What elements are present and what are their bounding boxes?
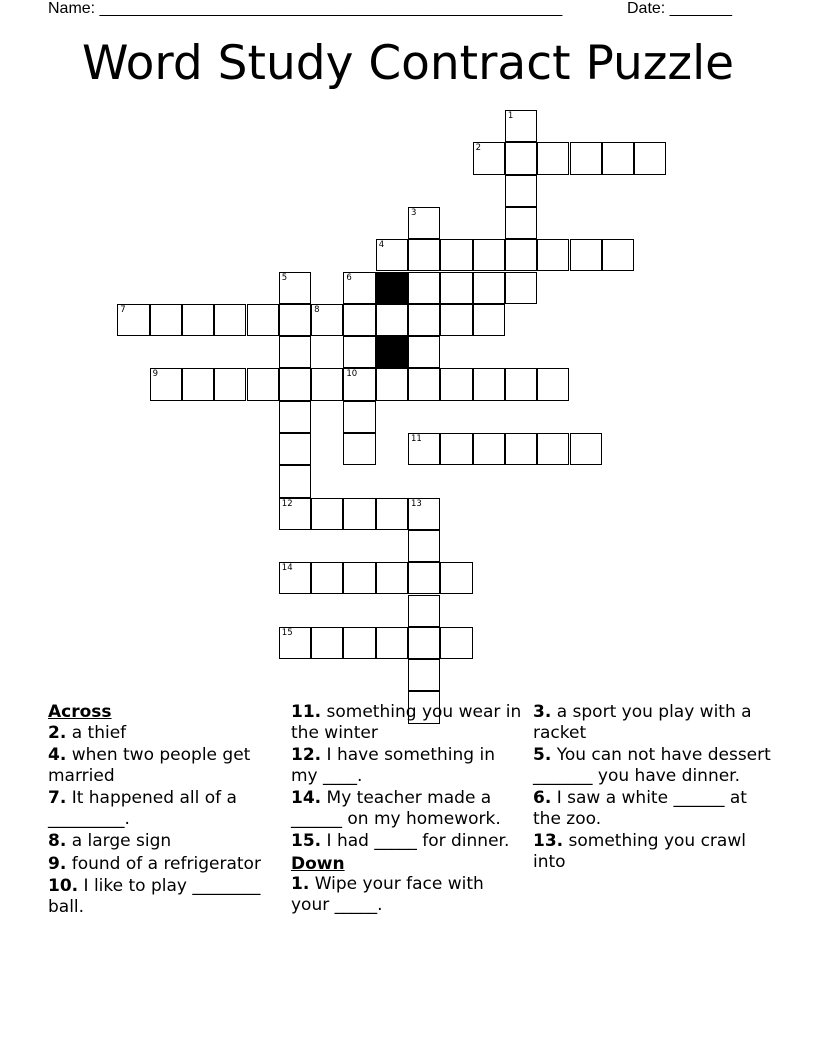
cell-number: 13 <box>411 498 422 509</box>
grid-cell[interactable] <box>505 207 537 239</box>
grid-cell[interactable] <box>408 562 440 594</box>
grid-cell[interactable] <box>440 304 472 336</box>
grid-cell[interactable] <box>117 304 149 336</box>
clue-number: 6. <box>533 788 552 808</box>
grid-cell[interactable] <box>440 433 472 465</box>
clue-number: 2. <box>48 722 67 743</box>
cell-number: 10 <box>346 369 358 380</box>
clue-text: I saw a white ______ at the zoo. <box>533 788 747 829</box>
grid-cell[interactable] <box>602 142 634 174</box>
grid-cell[interactable] <box>311 304 343 336</box>
grid-cell[interactable] <box>311 627 343 659</box>
clue-number: 8. <box>48 831 67 851</box>
grid-cell[interactable] <box>440 562 472 594</box>
grid-cell[interactable] <box>182 368 214 400</box>
grid-cell[interactable] <box>376 562 408 594</box>
clue <box>48 788 273 829</box>
clue-number: 9. <box>48 853 67 874</box>
cell-number: 8 <box>314 304 320 315</box>
grid-cell[interactable] <box>537 433 569 465</box>
cell-number: 11 <box>411 434 422 444</box>
clue <box>533 831 778 872</box>
cell-number: 7 <box>120 304 126 315</box>
grid-cell[interactable] <box>408 595 440 627</box>
page-title: Word Study Contract Puzzle <box>81 36 735 91</box>
black-cell <box>376 272 408 304</box>
clue-text: a thief <box>71 722 127 743</box>
clue-number: 5. <box>533 745 552 765</box>
clue-text: It happened all of a _________. <box>48 788 237 829</box>
clue-text: found of a refrigerator <box>71 853 261 874</box>
grid-cell[interactable] <box>505 433 537 465</box>
grid-cell[interactable] <box>376 368 408 400</box>
grid-cell[interactable] <box>537 368 569 400</box>
clue-text: when two people get married <box>48 745 251 786</box>
clue <box>291 788 526 829</box>
grid-cell[interactable] <box>440 239 472 271</box>
grid-cell[interactable] <box>570 239 602 271</box>
grid-cell[interactable] <box>408 207 440 239</box>
grid-cell[interactable] <box>408 433 440 465</box>
grid-cell[interactable] <box>408 239 440 271</box>
grid-cell[interactable] <box>537 142 569 174</box>
grid-cell[interactable] <box>570 142 602 174</box>
clue-text: My teacher made a ______ on my homework. <box>291 788 501 829</box>
grid-cell[interactable] <box>570 433 602 465</box>
grid-cell[interactable] <box>247 368 279 400</box>
grid-cell[interactable] <box>408 659 440 691</box>
grid-cell[interactable] <box>473 433 505 465</box>
grid-cell[interactable] <box>505 110 537 142</box>
grid-cell[interactable] <box>343 368 375 400</box>
grid-cell[interactable] <box>473 142 505 174</box>
grid-cell[interactable] <box>440 627 472 659</box>
clue-text: a sport you play with a racket <box>533 702 752 743</box>
clue <box>48 831 273 852</box>
clue <box>533 702 778 743</box>
black-cell <box>376 336 408 368</box>
grid-cell[interactable] <box>505 239 537 271</box>
name-field[interactable]: Name: ____________________________________________________ <box>48 0 563 17</box>
grid-cell[interactable] <box>343 272 375 304</box>
clues-column-1 <box>48 702 273 919</box>
clue-number: 1. <box>291 874 310 894</box>
cell-number: 1 <box>507 111 514 121</box>
clue <box>291 702 526 743</box>
clue <box>48 854 273 875</box>
clue-text: something you crawl into <box>533 831 746 872</box>
clue-number: 7. <box>48 788 67 808</box>
grid-cell[interactable] <box>247 304 279 336</box>
cell-number: 9 <box>152 369 159 380</box>
grid-cell[interactable] <box>214 304 246 336</box>
clue-text: a large sign <box>71 831 172 851</box>
grid-cell[interactable] <box>279 627 311 659</box>
grid-cell[interactable] <box>343 401 375 433</box>
date-field[interactable]: Date: _______ <box>627 0 732 17</box>
grid-cell[interactable] <box>182 304 214 336</box>
grid-cell[interactable] <box>440 368 472 400</box>
clue-number: 3. <box>533 702 552 722</box>
grid-cell[interactable] <box>602 239 634 271</box>
grid-cell[interactable] <box>408 336 440 368</box>
clue-number: 10. <box>48 876 79 896</box>
clue <box>48 876 273 917</box>
grid-cell[interactable] <box>214 368 246 400</box>
cell-number: 15 <box>281 627 293 638</box>
grid-cell[interactable] <box>408 530 440 562</box>
grid-cell[interactable] <box>279 368 311 400</box>
clue <box>48 723 273 744</box>
grid-cell[interactable] <box>150 368 182 400</box>
cell-number: 14 <box>281 563 293 574</box>
grid-cell[interactable] <box>279 401 311 433</box>
grid-cell[interactable] <box>311 368 343 400</box>
grid-cell[interactable] <box>343 627 375 659</box>
clue-number: 4. <box>48 745 67 765</box>
grid-cell[interactable] <box>343 433 375 465</box>
clue-number: 15. <box>291 831 322 851</box>
cell-number: 2 <box>475 143 482 154</box>
grid-cell[interactable] <box>279 304 311 336</box>
grid-cell[interactable] <box>408 627 440 659</box>
grid-cell[interactable] <box>343 304 375 336</box>
grid-cell[interactable] <box>376 498 408 530</box>
grid-cell[interactable] <box>150 304 182 336</box>
grid-cell[interactable] <box>311 498 343 530</box>
cell-number: 5 <box>281 272 288 283</box>
grid-cell[interactable] <box>408 368 440 400</box>
grid-cell[interactable] <box>473 272 505 304</box>
grid-cell[interactable] <box>473 368 505 400</box>
grid-cell[interactable] <box>473 239 505 271</box>
grid-cell[interactable] <box>473 304 505 336</box>
grid-cell[interactable] <box>408 272 440 304</box>
grid-cell[interactable] <box>440 272 472 304</box>
grid-cell[interactable] <box>279 562 311 594</box>
clues-column-2 <box>291 702 526 917</box>
section-heading: Down <box>291 853 345 874</box>
grid-cell[interactable] <box>376 304 408 336</box>
grid-cell[interactable] <box>505 142 537 174</box>
grid-cell[interactable] <box>505 175 537 207</box>
cell-number: 4 <box>378 240 385 251</box>
clue <box>291 831 526 852</box>
clue-text: something you wear in the winter <box>291 702 522 743</box>
clues-column-3 <box>533 702 778 874</box>
grid-cell[interactable] <box>279 272 311 304</box>
grid-cell[interactable] <box>408 498 440 530</box>
cell-number: 3 <box>411 207 417 218</box>
grid-cell[interactable] <box>311 562 343 594</box>
grid-cell[interactable] <box>343 336 375 368</box>
clue-number: 13. <box>533 831 564 851</box>
clue <box>48 745 273 786</box>
clue <box>291 745 526 786</box>
grid-cell[interactable] <box>343 562 375 594</box>
grid-cell[interactable] <box>279 465 311 497</box>
clue-text: Wipe your face with your _____. <box>291 874 484 915</box>
clue <box>533 745 778 786</box>
clue-number: 11. <box>291 702 322 722</box>
clue-text: You can not have dessert _______ you have dinner. <box>533 745 771 786</box>
clue-number: 14. <box>291 788 322 808</box>
grid-cell[interactable] <box>279 498 311 530</box>
cell-number: 6 <box>346 272 352 283</box>
section-heading: Across <box>48 702 112 722</box>
clue-text: I had _____ for dinner. <box>326 831 510 851</box>
clue <box>533 788 778 829</box>
grid-cell[interactable] <box>505 272 537 304</box>
grid-cell[interactable] <box>279 336 311 368</box>
grid-cell[interactable] <box>343 498 375 530</box>
grid-cell[interactable] <box>376 627 408 659</box>
grid-cell[interactable] <box>279 433 311 465</box>
grid-cell[interactable] <box>376 239 408 271</box>
clue-text: I like to play ________ ball. <box>48 876 261 917</box>
clue <box>291 874 526 915</box>
cell-number: 12 <box>281 498 293 509</box>
grid-cell[interactable] <box>505 368 537 400</box>
clue-number: 12. <box>291 745 322 765</box>
grid-cell[interactable] <box>408 304 440 336</box>
grid-cell[interactable] <box>634 142 666 174</box>
grid-cell[interactable] <box>537 239 569 271</box>
clue-text: I have something in my ____. <box>291 745 495 786</box>
